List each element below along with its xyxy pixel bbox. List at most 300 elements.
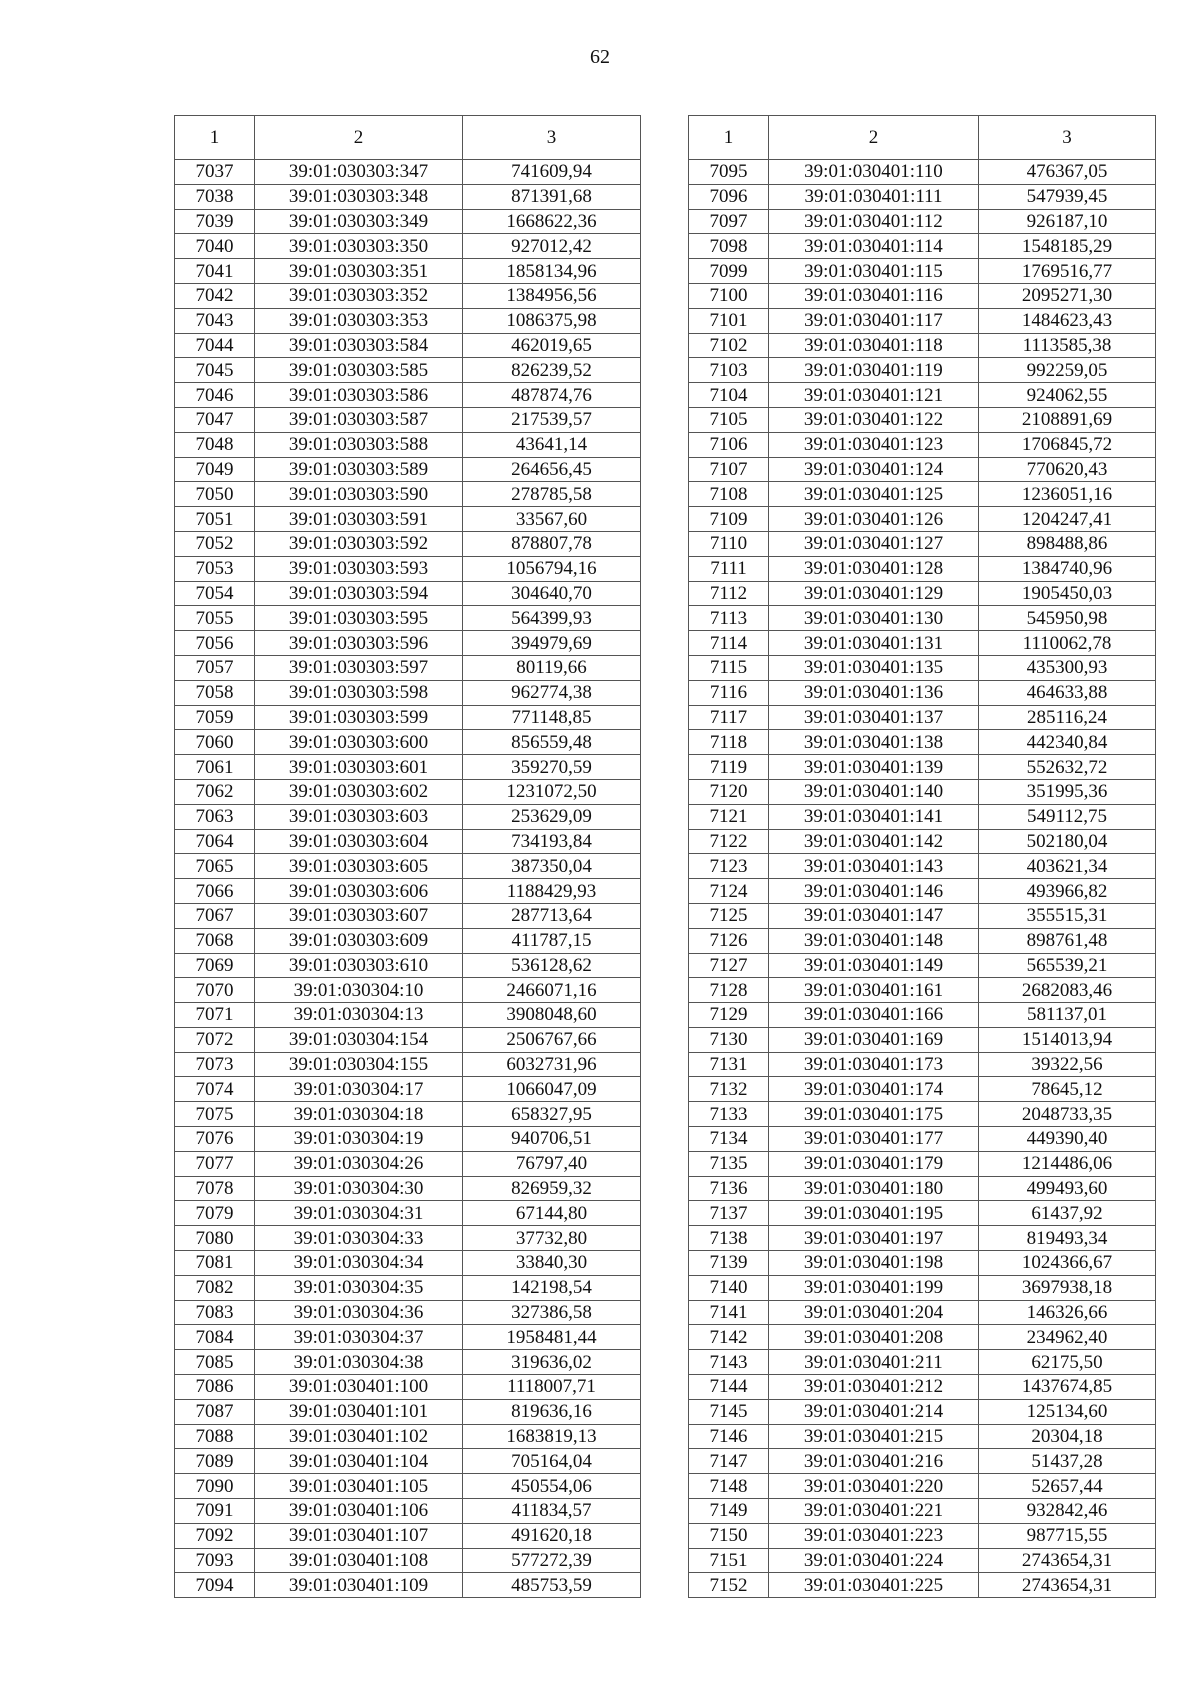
cadastral-number-cell: 39:01:030304:17 [255,1077,463,1102]
value-cell: 125134,60 [979,1399,1156,1424]
value-cell: 1204247,41 [979,507,1156,532]
table-row [175,1275,641,1300]
value-cell: 285116,24 [979,705,1156,730]
row-number-cell: 7068 [175,928,255,953]
value-cell: 1384956,56 [463,283,641,308]
cadastral-number-cell: 39:01:030303:607 [255,903,463,928]
table-row [175,903,641,928]
cadastral-number-cell: 39:01:030401:223 [769,1523,979,1548]
row-number-cell: 7144 [689,1375,769,1400]
table-row [175,308,641,333]
table-row [175,1201,641,1226]
cadastral-number-cell: 39:01:030401:107 [255,1523,463,1548]
row-number-cell: 7064 [175,829,255,854]
cadastral-number-cell: 39:01:030303:586 [255,383,463,408]
table-row [689,1499,1156,1524]
cadastral-number-cell: 39:01:030401:100 [255,1375,463,1400]
value-cell: 52657,44 [979,1474,1156,1499]
table-row [175,234,641,259]
row-number-cell: 7131 [689,1052,769,1077]
table-row [175,1127,641,1152]
table-row [689,829,1156,854]
value-cell: 449390,40 [979,1127,1156,1152]
row-number-cell: 7140 [689,1275,769,1300]
cadastral-number-cell: 39:01:030401:225 [769,1573,979,1598]
cadastral-number-cell: 39:01:030303:603 [255,804,463,829]
table-row [689,1176,1156,1201]
cadastral-number-cell: 39:01:030304:13 [255,1003,463,1028]
row-number-cell: 7106 [689,432,769,457]
cadastral-number-cell: 39:01:030401:126 [769,507,979,532]
value-cell: 304640,70 [463,581,641,606]
row-number-cell: 7044 [175,333,255,358]
value-cell: 319636,02 [463,1350,641,1375]
table-row [175,209,641,234]
table-row [175,283,641,308]
cadastral-number-cell: 39:01:030303:609 [255,928,463,953]
table-row [175,1350,641,1375]
row-number-cell: 7048 [175,432,255,457]
value-cell: 1066047,09 [463,1077,641,1102]
value-cell: 6032731,96 [463,1052,641,1077]
row-number-cell: 7149 [689,1499,769,1524]
table-row [689,928,1156,953]
table-row [689,854,1156,879]
value-cell: 1110062,78 [979,631,1156,656]
row-number-cell: 7071 [175,1003,255,1028]
value-cell: 359270,59 [463,755,641,780]
column-header-2: 2 [769,116,979,160]
table-row [689,457,1156,482]
cadastral-number-cell: 39:01:030303:593 [255,556,463,581]
value-cell: 1958481,44 [463,1325,641,1350]
row-number-cell: 7088 [175,1424,255,1449]
value-cell: 1548185,29 [979,234,1156,259]
value-cell: 351995,36 [979,779,1156,804]
row-number-cell: 7038 [175,184,255,209]
value-cell: 549112,75 [979,804,1156,829]
cadastral-number-cell: 39:01:030401:122 [769,407,979,432]
row-number-cell: 7043 [175,308,255,333]
value-cell: 253629,09 [463,804,641,829]
value-cell: 43641,14 [463,432,641,457]
value-cell: 856559,48 [463,730,641,755]
row-number-cell: 7127 [689,953,769,978]
row-number-cell: 7105 [689,407,769,432]
row-number-cell: 7090 [175,1474,255,1499]
cadastral-number-cell: 39:01:030304:31 [255,1201,463,1226]
cadastral-number-cell: 39:01:030303:349 [255,209,463,234]
value-cell: 536128,62 [463,953,641,978]
row-number-cell: 7138 [689,1226,769,1251]
cadastral-number-cell: 39:01:030303:597 [255,655,463,680]
table-row [175,680,641,705]
table-row [175,1102,641,1127]
cadastral-number-cell: 39:01:030401:125 [769,482,979,507]
table-row [175,1523,641,1548]
table-row [175,928,641,953]
table-row [689,903,1156,928]
value-cell: 62175,50 [979,1350,1156,1375]
table-row [175,655,641,680]
row-number-cell: 7074 [175,1077,255,1102]
row-number-cell: 7108 [689,482,769,507]
row-number-cell: 7120 [689,779,769,804]
cadastral-number-cell: 39:01:030401:216 [769,1449,979,1474]
cadastral-number-cell: 39:01:030304:154 [255,1027,463,1052]
row-number-cell: 7128 [689,978,769,1003]
row-number-cell: 7040 [175,234,255,259]
value-cell: 1086375,98 [463,308,641,333]
row-number-cell: 7050 [175,482,255,507]
cadastral-number-cell: 39:01:030401:123 [769,432,979,457]
row-number-cell: 7095 [689,160,769,185]
cadastral-number-cell: 39:01:030303:596 [255,631,463,656]
value-cell: 476367,05 [979,160,1156,185]
cadastral-number-cell: 39:01:030401:119 [769,358,979,383]
value-cell: 926187,10 [979,209,1156,234]
cadastral-number-cell: 39:01:030303:352 [255,283,463,308]
table-row [689,804,1156,829]
row-number-cell: 7136 [689,1176,769,1201]
table-row [175,705,641,730]
table-row [175,1424,641,1449]
value-cell: 76797,40 [463,1151,641,1176]
row-number-cell: 7126 [689,928,769,953]
cadastral-number-cell: 39:01:030401:105 [255,1474,463,1499]
cadastral-number-cell: 39:01:030401:211 [769,1350,979,1375]
value-cell: 962774,38 [463,680,641,705]
row-number-cell: 7125 [689,903,769,928]
cadastral-number-cell: 39:01:030401:127 [769,531,979,556]
value-cell: 871391,68 [463,184,641,209]
cadastral-number-cell: 39:01:030401:198 [769,1251,979,1276]
cadastral-number-cell: 39:01:030401:142 [769,829,979,854]
table-row [175,779,641,804]
table-row [689,160,1156,185]
row-number-cell: 7082 [175,1275,255,1300]
row-number-cell: 7060 [175,730,255,755]
value-cell: 545950,98 [979,606,1156,631]
cadastral-number-cell: 39:01:030303:594 [255,581,463,606]
cadastral-number-cell: 39:01:030303:591 [255,507,463,532]
value-cell: 39322,56 [979,1052,1156,1077]
value-cell: 387350,04 [463,854,641,879]
row-number-cell: 7100 [689,283,769,308]
row-number-cell: 7112 [689,581,769,606]
cadastral-number-cell: 39:01:030401:204 [769,1300,979,1325]
cadastral-number-cell: 39:01:030401:149 [769,953,979,978]
row-number-cell: 7130 [689,1027,769,1052]
value-cell: 67144,80 [463,1201,641,1226]
value-cell: 20304,18 [979,1424,1156,1449]
cadastral-number-cell: 39:01:030401:212 [769,1375,979,1400]
table-row [175,407,641,432]
cadastral-number-cell: 39:01:030401:166 [769,1003,979,1028]
cadastral-number-cell: 39:01:030401:140 [769,779,979,804]
value-cell: 485753,59 [463,1573,641,1598]
table-row [175,1474,641,1499]
row-number-cell: 7061 [175,755,255,780]
row-number-cell: 7042 [175,283,255,308]
row-number-cell: 7148 [689,1474,769,1499]
row-number-cell: 7079 [175,1201,255,1226]
value-cell: 927012,42 [463,234,641,259]
row-number-cell: 7116 [689,680,769,705]
value-cell: 1214486,06 [979,1151,1156,1176]
table-row [689,1077,1156,1102]
table-row [175,953,641,978]
row-number-cell: 7139 [689,1251,769,1276]
row-number-cell: 7053 [175,556,255,581]
table-row [175,333,641,358]
value-cell: 741609,94 [463,160,641,185]
value-cell: 411834,57 [463,1499,641,1524]
cadastral-number-cell: 39:01:030401:180 [769,1176,979,1201]
row-number-cell: 7083 [175,1300,255,1325]
row-number-cell: 7151 [689,1548,769,1573]
row-number-cell: 7084 [175,1325,255,1350]
value-cell: 2506767,66 [463,1027,641,1052]
cadastral-number-cell: 39:01:030304:18 [255,1102,463,1127]
value-cell: 394979,69 [463,631,641,656]
table-row [689,308,1156,333]
value-cell: 705164,04 [463,1449,641,1474]
left-table-body [175,160,641,1598]
row-number-cell: 7091 [175,1499,255,1524]
value-cell: 1118007,71 [463,1375,641,1400]
value-cell: 2466071,16 [463,978,641,1003]
cadastral-number-cell: 39:01:030401:221 [769,1499,979,1524]
cadastral-number-cell: 39:01:030401:179 [769,1151,979,1176]
value-cell: 217539,57 [463,407,641,432]
cadastral-number-cell: 39:01:030401:146 [769,879,979,904]
row-number-cell: 7152 [689,1573,769,1598]
cadastral-number-cell: 39:01:030401:101 [255,1399,463,1424]
table-row [175,1151,641,1176]
cadastral-number-cell: 39:01:030401:137 [769,705,979,730]
cadastral-number-cell: 39:01:030401:214 [769,1399,979,1424]
row-number-cell: 7051 [175,507,255,532]
row-number-cell: 7135 [689,1151,769,1176]
value-cell: 987715,55 [979,1523,1156,1548]
value-cell: 1056794,16 [463,556,641,581]
table-row [175,730,641,755]
cadastral-number-cell: 39:01:030304:37 [255,1325,463,1350]
cadastral-number-cell: 39:01:030401:174 [769,1077,979,1102]
value-cell: 403621,34 [979,854,1156,879]
table-row [689,680,1156,705]
cadastral-number-cell: 39:01:030303:585 [255,358,463,383]
value-cell: 51437,28 [979,1449,1156,1474]
row-number-cell: 7146 [689,1424,769,1449]
value-cell: 581137,01 [979,1003,1156,1028]
row-number-cell: 7118 [689,730,769,755]
table-row [689,1226,1156,1251]
row-number-cell: 7080 [175,1226,255,1251]
cadastral-number-cell: 39:01:030303:590 [255,482,463,507]
cadastral-number-cell: 39:01:030401:112 [769,209,979,234]
table-row [175,854,641,879]
cadastral-number-cell: 39:01:030401:111 [769,184,979,209]
table-row [175,259,641,284]
row-number-cell: 7055 [175,606,255,631]
value-cell: 355515,31 [979,903,1156,928]
table-row [175,160,641,185]
table-row [175,358,641,383]
cadastral-number-cell: 39:01:030303:592 [255,531,463,556]
cadastral-number-cell: 39:01:030401:139 [769,755,979,780]
cadastral-number-cell: 39:01:030401:115 [769,259,979,284]
cadastral-number-cell: 39:01:030401:177 [769,1127,979,1152]
value-cell: 1668622,36 [463,209,641,234]
cadastral-number-cell: 39:01:030303:347 [255,160,463,185]
cadastral-number-cell: 39:01:030401:108 [255,1548,463,1573]
row-number-cell: 7137 [689,1201,769,1226]
right-table-header [689,116,1156,160]
cadastral-number-cell: 39:01:030401:169 [769,1027,979,1052]
value-cell: 878807,78 [463,531,641,556]
cadastral-number-cell: 39:01:030401:195 [769,1201,979,1226]
cadastral-number-cell: 39:01:030304:36 [255,1300,463,1325]
table-row [689,283,1156,308]
value-cell: 80119,66 [463,655,641,680]
value-cell: 1384740,96 [979,556,1156,581]
cadastral-number-cell: 39:01:030401:117 [769,308,979,333]
cadastral-number-cell: 39:01:030304:19 [255,1127,463,1152]
row-number-cell: 7094 [175,1573,255,1598]
table-row [689,631,1156,656]
table-row [689,1449,1156,1474]
table-row [689,507,1156,532]
table-row [689,1027,1156,1052]
value-cell: 770620,43 [979,457,1156,482]
value-cell: 1024366,67 [979,1251,1156,1276]
row-number-cell: 7066 [175,879,255,904]
cadastral-number-cell: 39:01:030401:197 [769,1226,979,1251]
table-row [175,457,641,482]
table-row [175,1027,641,1052]
table-row [689,1201,1156,1226]
value-cell: 61437,92 [979,1201,1156,1226]
cadastral-number-cell: 39:01:030401:136 [769,680,979,705]
table-row [175,631,641,656]
table-row [689,531,1156,556]
row-number-cell: 7096 [689,184,769,209]
table-row [689,333,1156,358]
header-row [175,116,641,160]
page-number: 62 [590,46,610,68]
cadastral-number-cell: 39:01:030401:109 [255,1573,463,1598]
table-row [175,184,641,209]
row-number-cell: 7101 [689,308,769,333]
table-row [689,234,1156,259]
table-row [689,1275,1156,1300]
table-row [175,1251,641,1276]
row-number-cell: 7114 [689,631,769,656]
row-number-cell: 7107 [689,457,769,482]
value-cell: 898488,86 [979,531,1156,556]
row-number-cell: 7104 [689,383,769,408]
value-cell: 547939,45 [979,184,1156,209]
table-row [175,1052,641,1077]
cadastral-number-cell: 39:01:030303:605 [255,854,463,879]
cadastral-number-cell: 39:01:030401:141 [769,804,979,829]
value-cell: 1706845,72 [979,432,1156,457]
table-row [689,1052,1156,1077]
table-row [175,556,641,581]
value-cell: 564399,93 [463,606,641,631]
cadastral-number-cell: 39:01:030303:350 [255,234,463,259]
table-row [175,507,641,532]
cadastral-number-cell: 39:01:030401:215 [769,1424,979,1449]
cadastral-number-cell: 39:01:030304:155 [255,1052,463,1077]
row-number-cell: 7059 [175,705,255,730]
value-cell: 1231072,50 [463,779,641,804]
value-cell: 734193,84 [463,829,641,854]
value-cell: 499493,60 [979,1176,1156,1201]
table-row [689,1375,1156,1400]
table-row [689,1325,1156,1350]
value-cell: 234962,40 [979,1325,1156,1350]
left-table [174,115,641,1598]
cadastral-number-cell: 39:01:030303:600 [255,730,463,755]
row-number-cell: 7129 [689,1003,769,1028]
table-row [689,1523,1156,1548]
cadastral-number-cell: 39:01:030304:38 [255,1350,463,1375]
cadastral-number-cell: 39:01:030304:35 [255,1275,463,1300]
row-number-cell: 7147 [689,1449,769,1474]
cadastral-number-cell: 39:01:030303:599 [255,705,463,730]
table-row [689,978,1156,1003]
row-number-cell: 7113 [689,606,769,631]
cadastral-number-cell: 39:01:030401:114 [769,234,979,259]
table-row [175,606,641,631]
cadastral-number-cell: 39:01:030303:598 [255,680,463,705]
row-number-cell: 7062 [175,779,255,804]
row-number-cell: 7086 [175,1375,255,1400]
cadastral-number-cell: 39:01:030303:351 [255,259,463,284]
table-row [175,482,641,507]
row-number-cell: 7073 [175,1052,255,1077]
cadastral-number-cell: 39:01:030303:602 [255,779,463,804]
table-row [689,1399,1156,1424]
row-number-cell: 7121 [689,804,769,829]
row-number-cell: 7078 [175,1176,255,1201]
value-cell: 450554,06 [463,1474,641,1499]
row-number-cell: 7081 [175,1251,255,1276]
cadastral-number-cell: 39:01:030401:175 [769,1102,979,1127]
table-row [175,879,641,904]
row-number-cell: 7054 [175,581,255,606]
value-cell: 493966,82 [979,879,1156,904]
table-row [689,482,1156,507]
right-table-body [689,160,1156,1598]
table-row [689,1300,1156,1325]
row-number-cell: 7037 [175,160,255,185]
row-number-cell: 7103 [689,358,769,383]
table-row [175,1176,641,1201]
value-cell: 3908048,60 [463,1003,641,1028]
row-number-cell: 7111 [689,556,769,581]
value-cell: 1769516,77 [979,259,1156,284]
value-cell: 491620,18 [463,1523,641,1548]
row-number-cell: 7056 [175,631,255,656]
table-row [175,1226,641,1251]
value-cell: 78645,12 [979,1077,1156,1102]
table-row [689,556,1156,581]
table-row [689,1102,1156,1127]
